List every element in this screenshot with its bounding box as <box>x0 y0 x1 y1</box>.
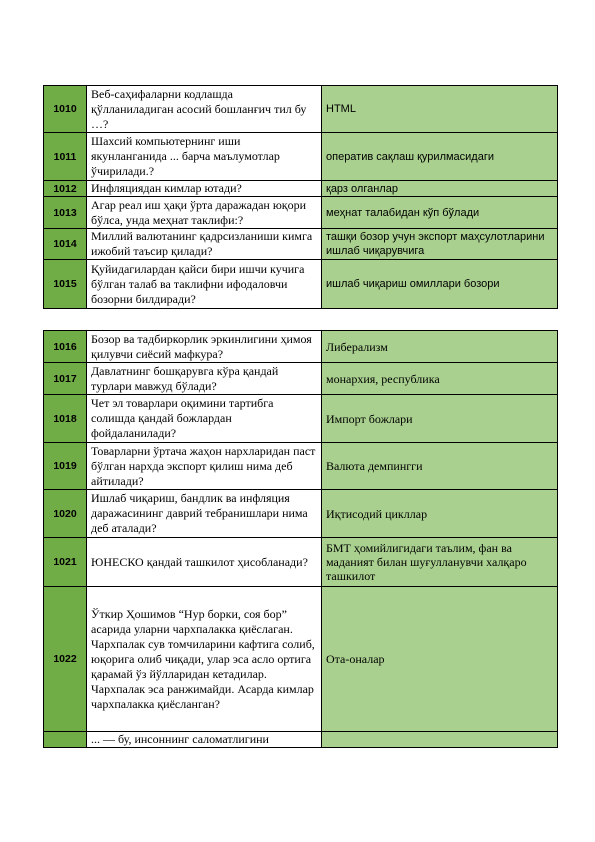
question-text: Товарларни ўртача жаҳон нархларидан паст бўлган нархда экспорт қилиш нима деб айтилади? <box>87 443 322 490</box>
question-text: Бозор ва тадбиркорлик эркинлигини ҳимоя қилувчи сиёсий мафкура? <box>87 331 322 363</box>
answer-text: Либерализм <box>322 331 558 363</box>
question-number: 1011 <box>44 133 87 181</box>
table-row <box>44 181 558 197</box>
table-row <box>44 133 558 181</box>
table-row <box>44 443 558 490</box>
answer-text: Импорт божлари <box>322 395 558 443</box>
question-text: Инфляциядан кимлар ютади? <box>87 181 322 197</box>
question-number: 1018 <box>44 395 87 443</box>
question-number: 1021 <box>44 538 87 587</box>
question-number: 1014 <box>44 229 87 260</box>
table-row <box>44 395 558 443</box>
table-row <box>44 331 558 363</box>
table-row <box>44 363 558 395</box>
answer-text: Валюта демпингги <box>322 443 558 490</box>
answer-text: ишлаб чиқариш омиллари бозори <box>322 260 558 309</box>
answer-text: БМТ ҳомийлигидаги таълим, фан ва маданият билан шуғулланувчи халқаро ташкилот <box>322 538 558 587</box>
table-row <box>44 260 558 309</box>
question-number: 1022 <box>44 587 87 732</box>
question-number: 1015 <box>44 260 87 309</box>
question-text: Веб-саҳифаларни кодлашда қўлланиладиган асосий бошланғич тил бу …? <box>87 86 322 133</box>
table-row <box>44 732 558 748</box>
answer-text: Иқтисодий цикллар <box>322 490 558 538</box>
table-row <box>44 490 558 538</box>
question-text: Қуйидагилардан қайси бири ишчи кучига бўлган талаб ва таклифни ифодаловчи бозорни билдиради? <box>87 260 322 309</box>
question-number: 1013 <box>44 197 87 229</box>
table-row <box>44 197 558 229</box>
question-number: 1019 <box>44 443 87 490</box>
table-row <box>44 538 558 587</box>
question-table-1 <box>43 85 558 309</box>
answer-text: HTML <box>322 86 558 133</box>
question-number: 1016 <box>44 331 87 363</box>
question-text: ... — бу, инсоннинг саломатлигини <box>87 732 322 748</box>
answer-text: монархия, республика <box>322 363 558 395</box>
table-row <box>44 229 558 260</box>
answer-text: оператив сақлаш қурилмасидаги <box>322 133 558 181</box>
question-text: Ишлаб чиқариш, бандлик ва инфляция даражасининг даврий тебранишлари нима деб аталади? <box>87 490 322 538</box>
table-row <box>44 587 558 732</box>
answer-text: Ота-оналар <box>322 587 558 732</box>
question-table-2 <box>43 330 558 748</box>
answer-text: ташқи бозор учун экспорт маҳсулотларини ишлаб чиқарувчига <box>322 229 558 260</box>
question-number: 1017 <box>44 363 87 395</box>
question-text: Чет эл товарлари оқимини тартибга солишда қандай божлардан фойдаланилади? <box>87 395 322 443</box>
question-text: Ўткир Ҳошимов “Нур борки, соя бор” асарида уларни чархпалакка қиёслаган. Чархпалак сув томчиларини кафтига солиб, юқорига олиб чиқади, улар эса асло ортига қарамай ўз йўлларидан кетадилар. Чархпалак эса ранжимайди. Асарда кимлар чархпалакка қиёсланган? <box>87 587 322 732</box>
answer-text: меҳнат талабидан кўп бўлади <box>322 197 558 229</box>
question-number <box>44 732 87 748</box>
question-text: Давлатнинг бошқарувга кўра қандай турлари мавжуд бўлади? <box>87 363 322 395</box>
question-text: Агар реал иш ҳақи ўрта даражадан юқори бўлса, унда меҳнат таклифи:? <box>87 197 322 229</box>
question-text: ЮНЕСКО қандай ташкилот ҳисобланади? <box>87 538 322 587</box>
question-text: Миллий валютанинг қадрсизланиши кимга ижобий таъсир қилади? <box>87 229 322 260</box>
answer-text: қарз олганлар <box>322 181 558 197</box>
question-number: 1012 <box>44 181 87 197</box>
question-text: Шахсий компьютернинг иши якунланганида ... барча маълумотлар ўчирилади.? <box>87 133 322 181</box>
question-number: 1020 <box>44 490 87 538</box>
table-row <box>44 86 558 133</box>
question-number: 1010 <box>44 86 87 133</box>
answer-text <box>322 732 558 748</box>
